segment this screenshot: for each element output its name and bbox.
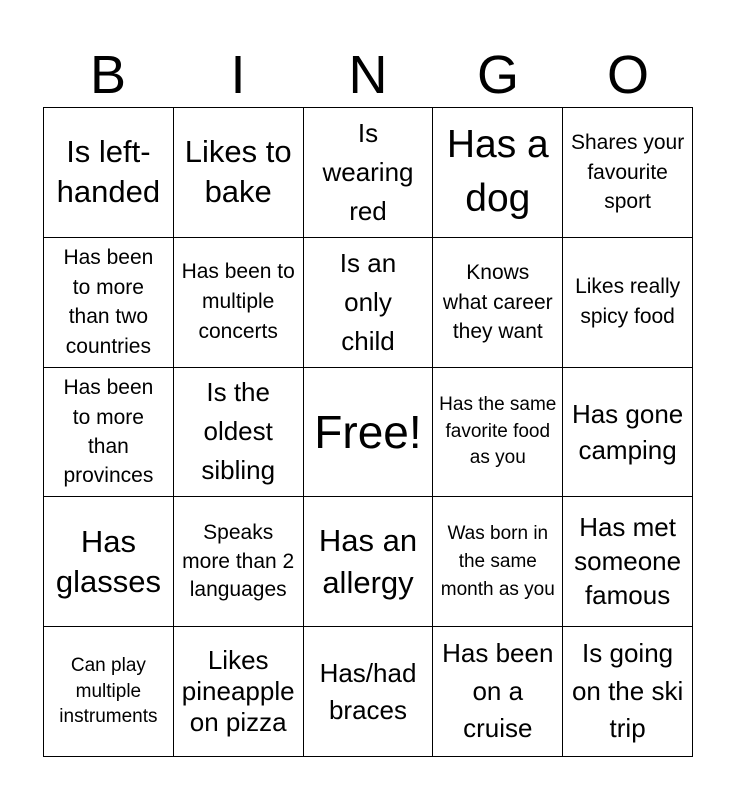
cell-text: Likes pineapple on pizza [181,644,295,738]
cell-text: Is going on the ski trip [571,638,684,744]
cell-text: Can play multiple instruments [59,655,158,728]
cell-text: Speaks more than 2 languages [182,521,295,601]
cell-text: Has been to multiple concerts [181,259,295,344]
cell-text: Has the same favorite food as you [439,394,557,469]
bingo-cell [304,108,434,238]
bingo-cell [304,238,434,368]
bingo-cell [44,238,174,368]
cell-text: Is wearing red [322,117,414,226]
bingo-cell [174,497,304,627]
cell-text: Has met someone famous [574,512,682,610]
header-letter-i: I [230,45,246,105]
cell-text: Knows what career they want [442,261,553,343]
bingo-cell [44,368,174,498]
bingo-cell [174,108,304,238]
header-letter-n: N [348,45,388,105]
bingo-cell [174,368,304,498]
bingo-cell [174,627,304,757]
cell-text: Is an only child [339,247,397,356]
bingo-cell [433,497,563,627]
bingo-cell [563,368,693,498]
cell-text: Has been on a cruise [442,638,554,744]
header-letter-g: G [476,45,519,105]
header-letter-b: B [89,45,127,105]
cell-text: Has/had braces [319,658,417,725]
bingo-cell [44,627,174,757]
bingo-cell [174,238,304,368]
cell-text: Has been to more than provinces [63,376,154,488]
bingo-cell [304,627,434,757]
bingo-cell [433,627,563,757]
bingo-grid [43,107,693,757]
cell-text: Has an allergy [318,522,418,600]
bingo-header [43,44,693,106]
cell-text: Is the oldest sibling [201,377,276,486]
cell-text: Has glasses [55,523,161,599]
bingo-cell [433,368,563,498]
free-space: Free! [314,405,422,458]
bingo-cell [433,238,563,368]
header-letter-o: O [606,45,649,105]
cell-text: Was born in the same month as you [440,523,555,600]
bingo-cell [563,108,693,238]
cell-text: Has a dog [446,122,549,221]
bingo-cell [563,627,693,757]
cell-text: Shares your favourite sport [570,131,685,214]
bingo-cell [304,497,434,627]
bingo-cell [304,368,434,498]
bingo-cell [44,497,174,627]
bingo-cell [44,108,174,238]
bingo-cell [563,497,693,627]
cell-text: Has been to more than two countries [63,246,154,358]
bingo-cell [433,108,563,238]
bingo-cell [563,238,693,368]
cell-text: Has gone camping [571,398,684,465]
cell-text: Is left-handed [56,134,161,210]
cell-text: Likes to bake [184,134,292,210]
cell-text: Likes really spicy food [575,274,681,329]
